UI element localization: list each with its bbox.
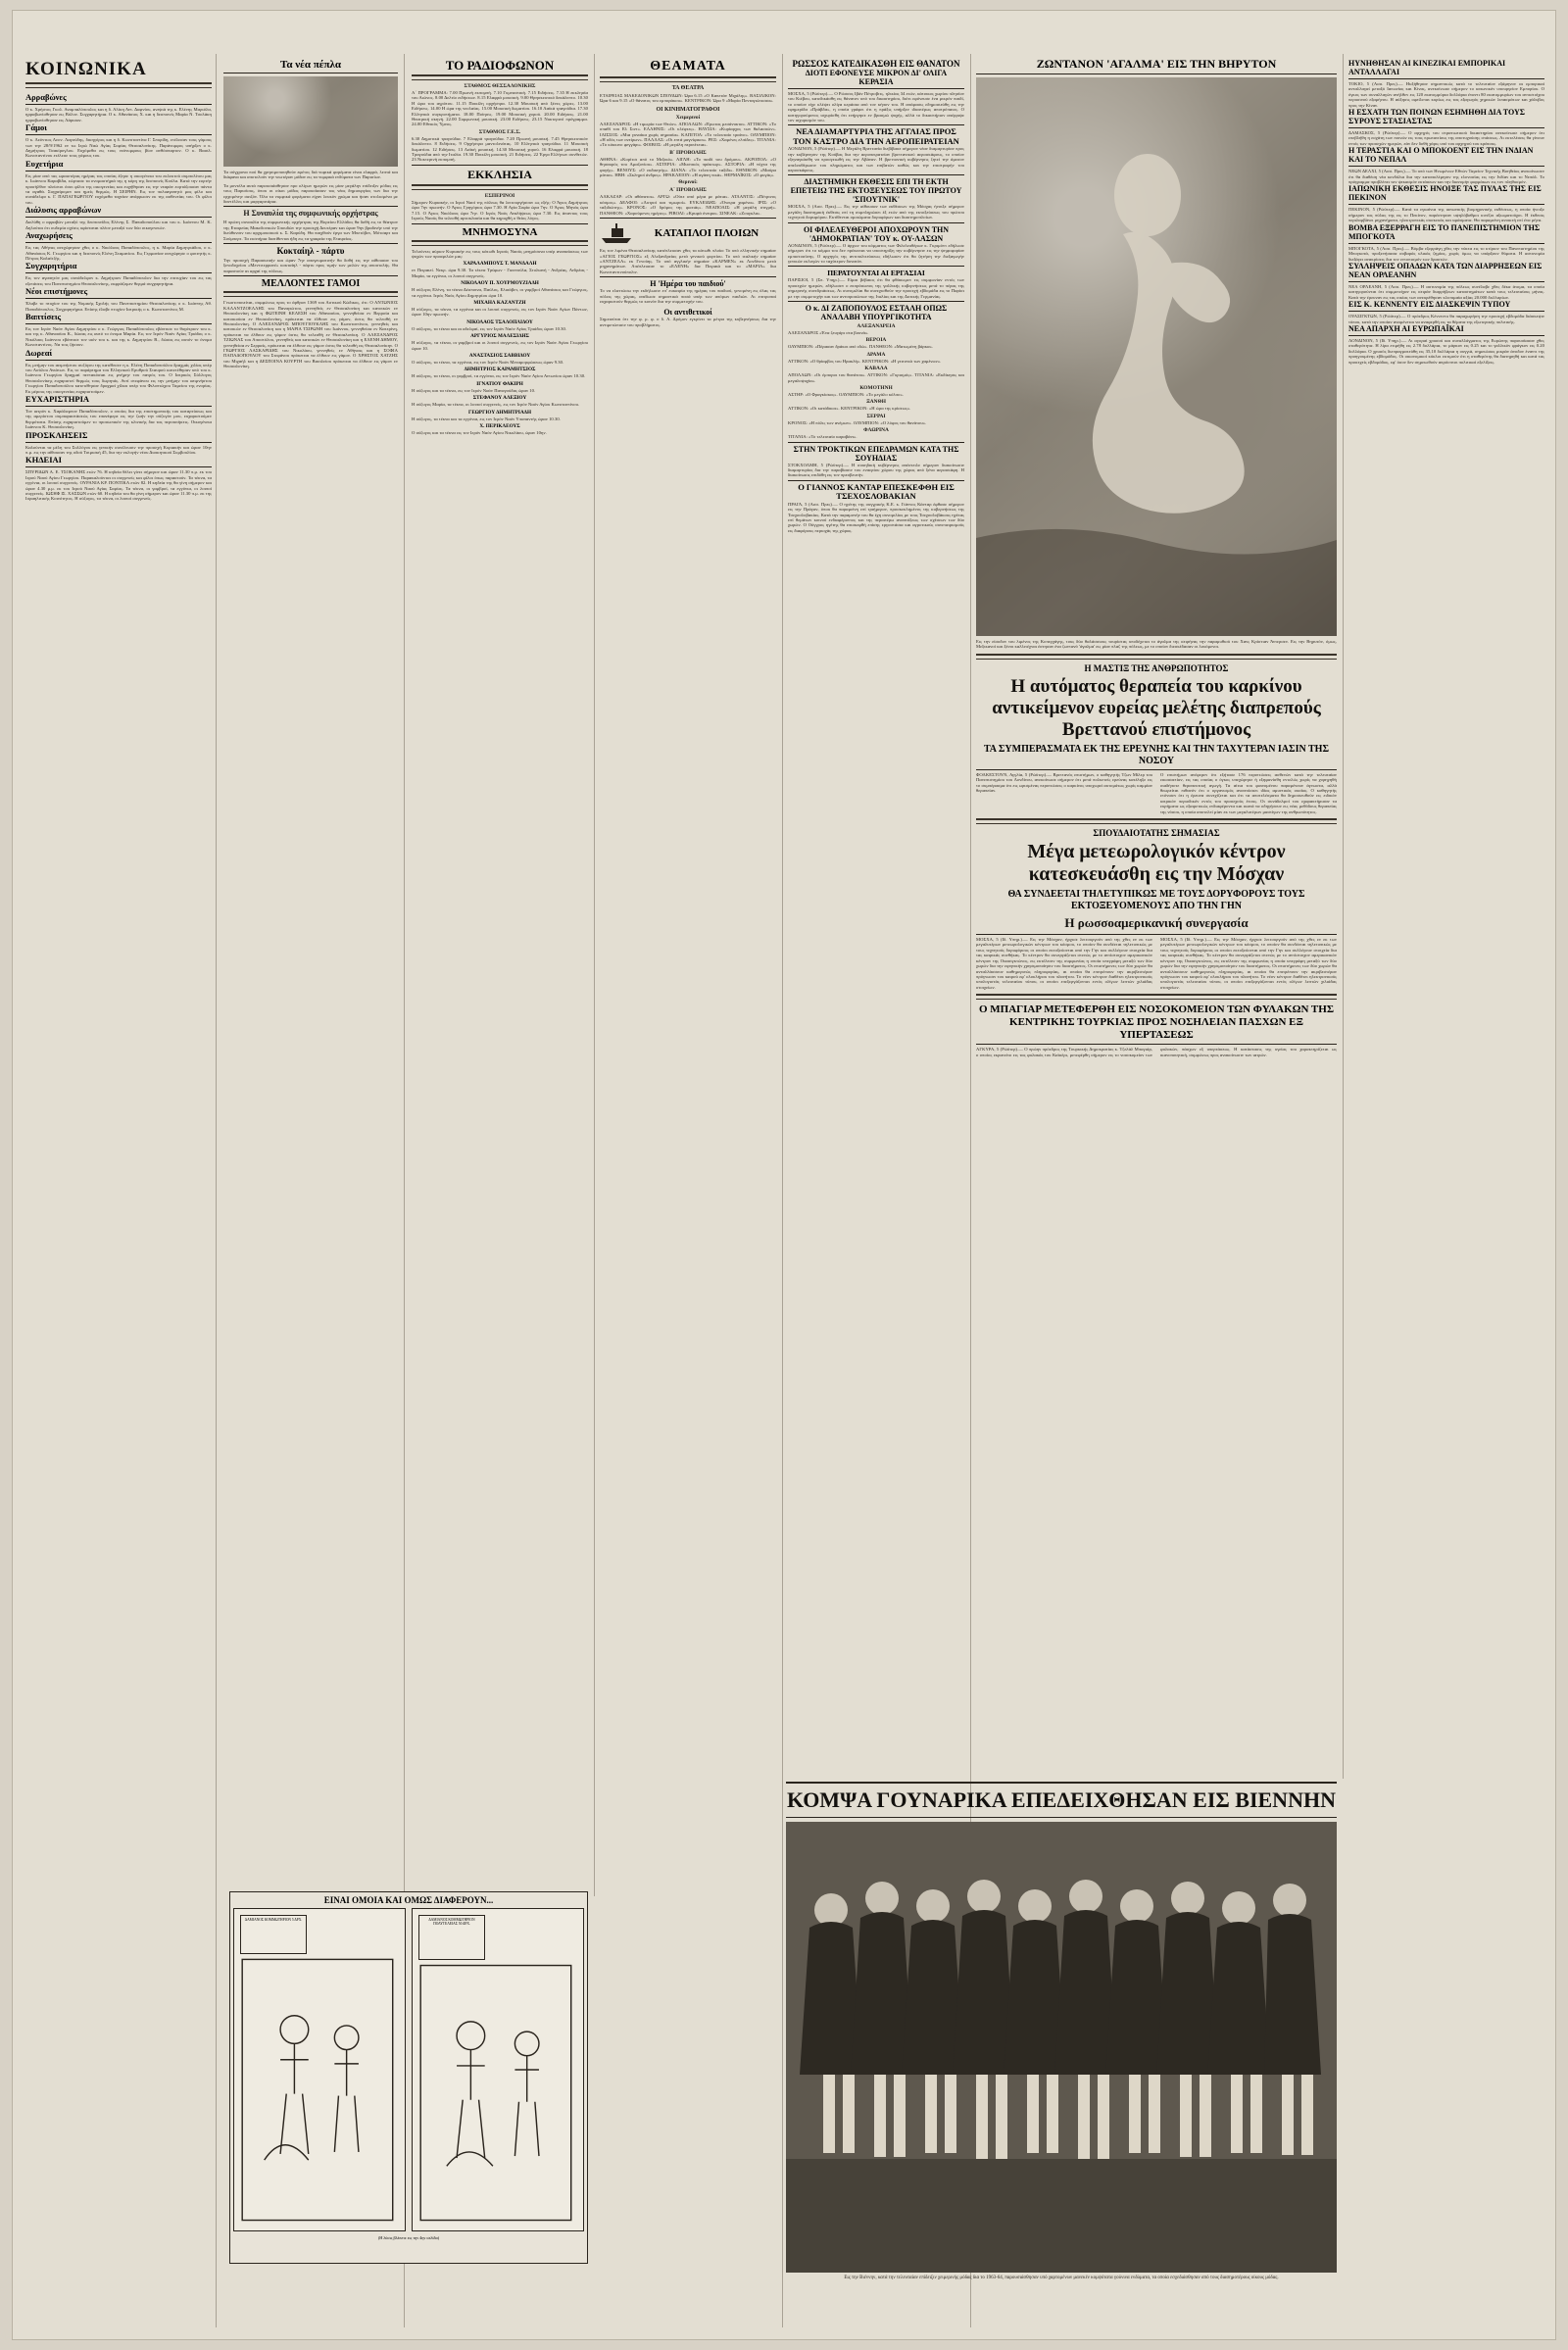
section-heading: Νέοι επιστήμονες [25,286,88,297]
c5-head-talks: ΠΕΡΑΤΟΥΝΤΑΙ ΑΙ ΕΡΓΑΣΙΑΙ [827,269,925,278]
region-name: ΑΛΕΞΑΝΔΡΕΙΑ [857,322,896,329]
section-heading: ΗΥΝΗΘΗΣΑΝ ΑΙ ΚΙΝΕΖΙΚΑΙ ΕΜΠΟΡΙΚΑΙ ΑΝΤΑΛΛΑΓΑΙ [1348,59,1506,76]
memorial-text: Η σύζυγος Μαρία, τα τέκνα, οι λοιποί συγγενείς, εις τον Ιερόν Ναόν Αγίου Κωνσταντίνου. [412,402,580,408]
cinemas-b-label: Β΄ ΠΡΟΒΟΛΗΣ [669,149,707,156]
region-name: ΦΛΩΡΙΝΑ [863,427,889,434]
ship-arrivals-title: ΚΑΤΑΠΛΟΙ ΠΛΟΙΩΝ [654,227,760,240]
c2-head-veils: Τα νέα πέπλα [279,59,342,71]
c5-body-kadar: ΠΡΑΓΑ, 5 (Ασσ. Πρες).— Ο ηγέτης της ουγγρικής Κ.Ε. κ. Γιάννος Κάνταρ έφθασε σήμερον εις την Πράγαν, όπου θα παραμείνη επί τριήμερον, προσκεκλημένος της κυβερνήσεως της Τσεχοσλοβακίας. Κατά την παραμονήν του θα έχη συνομιλίας με τους Τσεχοσλοβάκους ηγέτας επί θεμάτων κοινού ενδιαφέροντος και της περαιτέρω αναπτύξεως των σχέσεων των δύο χωρών. Ο Ούγγρος ηγέτης θα επισκεφθή επίσης εργοστάσια και αγροτικούς συνεταιρισμούς εις διαφόρους περιοχάς της χώρας. [788,501,964,533]
cartoon-frame-1 [233,1908,406,2231]
section-heading: ΣΥΛΛΗΨΕΙΣ ΟΠΑΔΩΝ ΚΑΤΑ ΤΩΝ ΔΙΑΡΡΗΞΕΩΝ ΕΙΣ ΝΕΑΝ ΟΡΛΕΑΝΗΝ [1348,261,1543,279]
cartoon-sign-1: ΔΑΜΙΑΝΟΣ ΚΟΜΜΩΤΗΡΙΟΝ 5 ΔΡΧ. [240,1915,307,1954]
section-heading: ΕΥΧΑΡΙΣΤΗΡΙΑ [25,394,90,404]
column-world-news [788,59,964,533]
c5-head-space-expo: ΔΙΑΣΤΗΜΙΚΗ ΕΚΘΕΣΙΣ ΕΠΙ ΤΗ ΕΚΤΗ ΕΠΕΤΕΙΩ ΤΗΣ ΕΚΤΟΞΕΥΣΕΩΣ ΤΟΥ ΠΡΩΤΟΥ 'ΣΠΟΥΤΝΙΚ' [790,177,962,205]
cinemas-winter-body: ΑΛΕΞΑΝΔΡΟΣ: «Η τιμωρία των Θεών». ΑΠΟΛΛΩΝ: «Έρωτας μεσάνυκτα». ΑΤΤΙΚΟΝ: «Το σπαθί του Ελ Σιντ». ΕΛΛΗΝΙΣ: «Οι κλέφτες». ΗΛΥΣΙΑ: «Κυρίαρχος των θαλασσών». ΙΛΙΣΣΟΣ: «Μια γυναίκα χωρίς σημασία». ΚΑΠΙΤΟΛ: «Το τελευταίο τραίνο». ΟΛΥΜΠΙΟΝ: «Η οδός των ονείρων». ΠΑΛΛΑΣ: «Οι επτά μαγνίφικοι». ΡΕΞ: «Χαμένες ελπίδες». ΤΙΤΑΝΙΑ: «Το κόκκινο φεγγάρι». ΦΟΙΒΟΣ: «Η μεγάλη περιπέτεια». [600,121,776,148]
memorial-name: ΙΓΝΑΤΙΟΥ ΦΑΚΙΡΗ [476,380,523,387]
radio-program-b: 6.30 Δημοτικά τραγούδια. 7 Ελαφρά τραγούδια. 7.20 Πρωινή μουσική. 7.45 Θρησκευτικόν δεκάλεπτο. 8 Ειδήσεις. 9 Ορχήστρα μαντολινάτας. 10 Ελληνικά τραγούδια. 11 Μουσική δωματίου. 12 Ειδήσεις. 13 Λαϊκή μουσική. 14.30 Μουσική χορού. 16 Ελαφρά μουσική. 18 Τραγούδια από την Ιταλία. 19.30 Ποικίλη μουσική. 21 Ειδήσεις. 22 Έργα Ελλήνων συνθετών. 23 Νυκτερινή εκπομπή. [412,135,588,163]
theatres-body: ΕΤΑΙΡΕΙΑΣ ΜΑΚΕΔΟΝΙΚΩΝ ΣΠΟΥΔΩΝ: Ώρα 6.15 «Ο Καπετάν Μιχάλης». ΒΑΣΙΛΙΚΟΝ: Ώρα 6 και 9.15 «Ο θάνατος του εμποράκου». ΚΕΝΤΡΙΚΟΝ: Ώρα 9 «Μαρία Πενταγιώτισσα». [600,93,776,104]
section-heading: Ευχετήρια [25,158,64,169]
cancer-subtitle: ΤΑ ΣΥΜΠΕΡΑΣΜΑΤΑ ΕΚ ΤΗΣ ΕΡΕΥΝΗΣ ΚΑΙ ΤΗΝ ΤΑΧΥΤΕΡΑΝ ΙΑΣΙΝ ΤΗΣ ΝΟΣΟΥ [984,743,1329,766]
section-body: Διελύθη ο αρραβών μεταξύ της δεσποινίδος Ελένης Σ. Παπαδοπούλου και του κ. Ιωάννου Μ. Κ. Δηλούται ότι ουδεμία σχέσις υφίσταται πλέον μεταξύ των δύο οικογενειών. [25,220,212,230]
moscow-banner: ΣΠΟΥΔΑΙΟΤΑΤΗΣ ΣΗΜΑΣΙΑΣ [1093,828,1220,839]
section-heading: Γάμοι [25,122,47,133]
section-heading: ΝΕΑ ΑΠΑΡΧΗ ΑΙ ΕΥΡΩΠΑΪΚΑΙ [1348,323,1464,333]
memorial-name: ΣΤΕΦΑΝΟΥ ΑΛΕΞΙΟΥ [472,395,527,402]
furs-photo [786,1822,1337,2273]
c3-head-radio: ΤΟ ΡΑΔΙΟΦΩΝΟΝ [445,58,555,73]
region-cinemas: ΚΡΟΝΟΣ: «Η πόλις των ανέμων». ΟΛΥΜΠΙΟΝ: «Ο λόφος του θανάτου». [788,419,927,425]
section-body: ΔΑΜΑΣΚΟΣ, 5 (Ρώϋτερ).— Ο αρχηγός του στρατιωτικού δικαστηρίου ανεκοίνωσε σήμερον ότι επεβλήθη η εσχάτη των ποινών εις τους πρωταιτίους της αποτυχούσης στάσεως. Αι εκτελέσεις θα γίνουν εντός των προσεχών ημερών, εάν δεν δοθή χάρις υπό του αρχηγού του κράτους. [1348,130,1544,146]
c5-body-liberals: ΛΟΝΔΙΝΟΝ, 5 (Ρώϋτερ).— Ο άρχων του κόμματος των Φιλελευθέρων κ. Γκριμόντ εδήλωσε σήμερον ότι το κόμμα του δεν πρόκειται να υποστηρίξη την κυβέρνησιν εις την ψηφοφορίαν εμπιστοσύνης. Ο αρχηγός της αντιπολιτεύσεως εδήλωσεν ότι θα ζητήση την διεξαγωγήν γενικών εκλογών το ταχύτερον δυνατόν. [788,242,964,264]
c5-head-sweden: ΣΤΗΝ ΤΡΟΚΤΙΚΩΝ ΕΠΕΔΡΑΜΩΝ ΚΑΤΑ ΤΗΣ ΣΟΥΗΔΙΑΣ [793,444,959,463]
cinemas-b-body: ΑΘΗΝΑ: «Κορίτσι από το Μεξικό». ΑΙΓΛΗ: «Το παιδί του δρόμου». ΑΚΡΟΠΟΛ: «Ο θησαυρός του Αμαζονίου». ΑΣΤΕΡΙΑ: «Μυστικός πράκτωρ». ΑΣΤΟΡΙΑ: «Η νύχτα της φυγής». ΒΕΝΟΥΣ: «Ο εκδικητής». ΔΙΑΝΑ: «Το τελευταίο ταξίδι». ΕΘΝΙΚΟΝ: «Μαύρα μάτια». ΗΒΗ: «Σκληροί άνδρες». ΗΡΑΚΛΕΙΟΝ: «Η αγάπη νικά». ΘΕΡΜΑΪΚΟΣ: «Ο φυγάς». [600,156,776,178]
cartoon-panel [229,1891,588,2264]
cocktail-body: Την προσεχή Παρασκευήν και ώραν 7ην απογευματινήν θα δοθή εις την αίθουσαν του ξενοδοχείου «Μεντιτερρανέ» κοκταίηλ - πάρτυ προς τιμήν των μελών της αποστολής. Θα παραστούν αι αρχαί της πόλεως. [223,258,398,273]
section-heading: Βαπτίσεις [25,311,62,321]
memorial-text: Η σύζυγος, τα τέκνα και τα εγγόνια, εις τον Ιερόν Ναόν Υπαπαντής ώραν 10.30. [412,416,561,421]
cinemas-summer-label: Θερινοί: [678,179,698,186]
memorial-text: Η σύζυγος, τα τέκνα, οι γαμβροί, τα εγγόνια, εις τον Ιερόν Ναόν Αγίου Αντωνίου ώραν 10.30. [412,373,586,379]
marriages-body: Γνωστοποιείται, συμφώνως προς το άρθρον 1369 του Αστικού Κώδικος, ότι: Ο ΑΝΤΩΝΙΟΣ ΚΑΛΑΝΤΖΟΕΛΛΗΣ του Παναγιώτου, γεννηθείς εν Θεσσαλονίκη και κατοικών εν Θεσσαλονίκη και η ΦΩΤΕΙΝΗ ΚΕΛΕΣΗ του Αθανασίου, γεννηθείσα εν Βερροία και κατοικούσα εν Θεσσαλονίκη, πρόκειται να έλθουν εις γάμον, όστις θα τελεσθή εν Θεσσαλονίκη. Ο ΑΛΕΞΑΝΔΡΟΣ ΜΠΟΥΓΙΟΥΚΛΗΣ του Κωνσταντίνου, γεννηθείς και κατοικών εν Θεσσαλονίκη και η ΜΑΡΙΑ ΤΣΙΡΩΝΗ του Ιωάννου, γεννηθείσα εν Κατερίνη, πρόκειται να έλθουν εις γάμον όστις θα τελεσθή εν Θεσσαλονίκη. Ο ΑΛΕΞΑΝΔΡΟΣ ΤΖΙΩΝΑΣ του Αποστόλου, γεννηθείς και κατοικών εν Θεσσαλονίκη και η ΕΛΕΝΗ ΔΗΜΟΥ, γεννηθείσα εν Σερραίς, πρόκειται να έλθουν εις γάμον όστις θα τελεσθή εις Θεσσαλονίκην. Ο ΓΕΩΡΓΙΟΣ ΛΑΣΚΑΡΙΔΗΣ του Νικολάου, γεννηθείς εν Αθήναις και η ΣΟΦΙΑ ΠΑΠΑΔΟΠΟΥΛΟΥ του Στεφάνου πρόκειται να έλθουν εις γάμον. Ο ΧΡΗΣΤΟΣ ΧΑΤΖΗΣ του Μιχαήλ και η ΔΕΣΠΟΙΝΑ ΚΟΥΡΤΗ του Βασιλείου πρόκειται να έλθουν εις γάμον εν Θεσσαλονίκη. [223,300,398,369]
column-briefs [1348,59,1544,365]
region-cinemas: ΑΣΤΗΡ: «Ο Φραγκίσκος». ΟΛΥΜΠΙΟΝ: «Το μεγάλο κόλπο». [788,391,905,397]
section-heading: Συγχαρητήρια [25,261,77,271]
cancer-title: Η αυτόματος θεραπεία του καρκίνου αντικείμενον ευρείας μελέτης διαπρεπούς Βρεττανού επιστήμονος [992,675,1321,740]
section-body: Εις μνήμην του αειμνήστου συζύγου της κατέθεσεν η κ. Ελένη Παπαδοπούλου δραχμάς χιλίας υπέρ του Ασύλου Ανιάτων. Εις το παράρτημα του Ελληνικού Ερυθρού Σταυρού κατετέθησαν υπό του κ. Ιωάννου Γεωργίου δραχμαί πεντακόσιαι εις μνήμην του πατρός του. Ο Ιατρικός Σύλλογος Θεσσαλονίκης ευχαριστεί θερμώς τους δωρητάς. Αντί στεφάνου εις την μνήμην του αειμνήστου Γεωργίου Παπαδοπούλου κατετέθησαν δραχμαί χίλιαι υπέρ του Φιλοπτώχου Ταμείου της ενορίας. Εκ μέρους της οικογενείας ευχαριστούμεν. [25,362,212,394]
ship-icon [600,222,633,244]
c5-head-russian: ΡΩΣΣΟΣ ΚΑΤΕΔΙΚΑΣΘΗ ΕΙΣ ΘΑΝΑΤΟΝ [792,59,960,69]
moscow-subtitle-2: Η ρωσσοαμερικανική συνεργασία [1064,915,1249,931]
church-body: Σήμερον Κυριακήν, οι Ιεροί Ναοί της πόλεως θα λειτουργήσουν ως εξής: Ο Άγιος Δημήτριος ώρα 7ην πρωινήν. Ο Άγιος Γρηγόριος ώρα 7.30. Η Αγία Σοφία ώρα 7ην. Ο Άγιος Μηνάς ώρα 7.15. Ο Άγιος Νικόλαος ώρα 7ην. Ο Ιερός Ναός Αναλήψεως ώρα 7.30. Εις άπαντας τους Ιερούς Ναούς θα τελεσθή αρτοκλασία και θα κηρυχθή ο θείος λόγος. [412,199,588,221]
bayar-title: Ο ΜΠΑΓΙΑΡ ΜΕΤΕΦΕΡΘΗ ΕΙΣ ΝΟΣΟΚΟΜΕΙΟΝ ΤΩΝ ΦΥΛΑΚΩΝ ΤΗΣ ΚΕΝΤΡΙΚΗΣ ΤΟΥΡΚΙΑΣ ΠΡΟΣ ΝΟΣΗΛΕΙΑΝ ΠΑΣΧΩΝ ΕΞ ΥΠΕΡΤΑΣΕΩΣ [978,1004,1335,1042]
brief-list [1348,59,1544,365]
beirut-statue-title: ΖΩΝΤΑΝΟΝ 'ΑΓΑΛΜΑ' ΕΙΣ ΤΗΝ ΒΗΡΥΤΟΝ [1036,57,1277,71]
cancer-banner: Η ΜΑΣΤΙΞ ΤΗΣ ΑΝΘΡΩΠΟΤΗΤΟΣ [1084,662,1229,673]
section-heading: Αρραβώνες [25,92,67,102]
furs-caption: Εις την Βιέννην, κατά την τελευταίαν επίδειξιν χειμερινής μόδας δια το 1963-64, παρουσιάσθησαν υπό χαρτομένων μανεκέν κομψότατα γούνινα ενδύματα, τα οποία εσχεδιάσθησαν από τους διασημοτέρους οίκους μόδας. [844,2276,1279,2280]
memorial-text: Η σύζυγος Ελένη, τα τέκνα Δέσποινα, Παύλος, Ελισάβετ, οι γαμβροί Αθανάσιος και Γεώργιος, τα εγγόνια. Ιερός Ναός Αγίου Δημητρίου ώρα 10. [412,287,588,298]
memorial-name: ΑΝΑΣΤΑΣΙΟΣ ΣΑΒΒΙΔΟΥ [468,352,531,359]
section-body: Καλούνται τα μέλη του Συλλόγου εις γενικήν συνέλευσιν την προσεχή Κυριακήν και ώραν 10ην π.μ. εις την αίθουσαν της οδού Τσιμισκή 45, δια την εκλογήν νέου Διοικητικού Συμβουλίου. [25,444,212,456]
section-body: ΣΠΥΡΙΔΩΝ Α. Ε. ΤΣΟΚΑΝΗΣ ετών 76. Η κηδεία θέλει γίνει σήμερον και ώραν 11.30 π.μ. εκ του Ιερού Ναού Αγίου Γεωργίου. Παρακαλούνται οι συγγενείς και φίλοι όπως παραστούν. Τα τέκνα, τα εγγόνια, οι λοιποί συγγενείς. ΟΥΡΑΝΙΑ ΚΡ. ΠΟΝΤΙΚΑ ετών 82. Η κηδεία της θα γίνη σήμερον και ώραν 4.30 μ.μ. εκ του Ιερού Ναού Αγίας Σοφίας. Τα τέκνα, οι γαμβροί, τα εγγόνια, οι λοιποί συγγενείς. ΙΩΣΗΦ ΙΣ. ΧΑΣΣΩΝ ετών 60. Η κηδεία του θα γίνη σήμερον και ώραν 11.30 π.μ. εκ της Ισραηλιτικής Κοινότητος. Η σύζυγος, τα τέκνα, οι λοιποί συγγενείς. [25,469,212,502]
region-name: ΚΟΜΟΤΗΝΗ [859,384,893,391]
social-sections [25,92,212,502]
bayar-body: ΑΓΚΥΡΑ, 5 (Ρώϋτερ).— Ο πρώην πρόεδρος της Τουρκικής Δημοκρατίας κ. Τζελάλ Μπαγιάρ, ο οποίος εκρατείτο εις τας φυλακάς του Καϊσέρι, μετεφέρθη σήμερον εις το νοσοκομείον των φυλακών, πάσχων εξ υπερτάσεως. Η κατάστασις της υγείας του χαρακτηρίζεται ως ικανοποιητική, συμφώνως προς ανακοίνωσιν των ιατρών. [976,1047,1337,1057]
cancer-dateline: ΦΟΛΚΕΣΤΟΥΝ, Αγγλία, 5 (Ρώϋτερ).— Βρεττανός επιστήμων, ο καθηγητής Τζων Μίλερ του Πανεπιστημίου του Λονδίνου, ανεκοίνωσε σήμερον ότι μετά πολυετείς ερεύνας κατέληξε εις το συμπέρασμα ότι εις ωρισμένας περιπτώσεις ο καρκίνος υποχωρεί αυτομάτως χωρίς καμμίαν θεραπείαν. [976,771,1152,794]
section-body: Εις μίαν από τας ωραιοτέρας ημέρας τας οποίας έζησε η οικογένεια του εκλεκτού συμπολίτου μας κ. Ιωάννου Καραβίδα, εώρτασε τα ονομαστήριά της η κόρη της δεσποινίς Κούλα. Κατά την εορτήν προσήλθον πλείστοι όσοι φίλοι της οικογενείας και ευχήθησαν εις την νεαράν εορτάζουσαν πάντα τα αγαθά. Συγχαίρομεν και ημείς θερμώς. Η ΣΕΙΡΗΝ. Εις τον πολυαγαπητό μας φίλο και συνάδελφο κ. Γ. ΠΑΠΑΓΕΩΡΓΙΟΥ ευχόμεθα ταχείαν ανάρρωσιν εκ της ασθενείας του. Οι φίλοι του. [25,172,212,205]
radio-station-thessaloniki: ΣΤΑΘΜΟΣ ΘΕΣΣΑΛΟΝΙΚΗΣ [464,83,536,89]
section-heading: Δωρεαί [25,347,53,358]
cartoon-frame-2 [412,1908,584,2231]
section-body: ΤΟΚΙΟ, 5 (Ασσ. Πρες).— Ηυξήθησαν σημαντικώς κατά το τελευταίον εξάμηνον αι εμπορικαί ανταλλαγαί μεταξύ Ιαπωνίας και Κίνας, ανεκοίνωσε σήμερον το ιαπωνικόν υπουργείον Εμπορίου. Ο όγκος των συναλλαγών ανήλθεν εις 120 εκατομμύρια δολλάρια έναντι 80 εκατομμυρίων του αντιστοίχου περυσινού εξαμήνου. Η αύξησις οφείλεται κυρίως εις τας εξαγωγάς χημικών λιπασμάτων και χάλυβος προς την Κίναν. [1348,81,1544,108]
memorial-name: ΝΙΚΟΛΑΟΣ ΤΣΑΛΟΠΛΙΔΟΥ [466,318,533,325]
cartoon-footer: (Η λύσις βλέπετε εις την 4ην σελίδα) [377,2235,440,2240]
c5-body-protest: ΛΟΝΔΙΝΟΝ, 5 (Ρώϋτερ).— Η Μεγάλη Βρεττανία διεβίβασε σήμερον νέαν διαμαρτυρίαν προς την κυβέρνησιν της Κούβας δια την αεροπειρατείαν βρεττανικού αεροσκάφους, το οποίον εξηναγκάσθη να προσγειωθή εις την Αβάναν. Η βρεττανική κυβέρνησις ζητεί την άμεσον απελευθέρωσιν του πληρώματος και των επιβατών καθώς και την επιστροφήν του αεροσκάφους. [788,146,964,173]
region-name: ΔΡΑΜΑ [866,351,886,358]
cancer-body: Ο επιστήμων ανέφερεν ότι εξήτασε 176 περιπτώσεις ασθενών κατά την τελευταίαν εικοσαετίαν, εις τας οποίας ο όγκος υπεχώρησε ή εξηφανίσθη εντελώς χωρίς να χορηγηθή οιαδήποτε θεραπευτική αγωγή. Τα αίτια του φαινομένου παραμένουν άγνωστα, αλλά θεωρείται πιθανόν ότι ο οργανισμός αναπτύσσει ιδίας αμυντικάς ουσίας. Ο καθηγητής ετόνισεν ότι η έρευνα συνεχίζεται και ότι τα αποτελέσματα θα δημοσιευθούν εις ειδικόν ιατρικόν περιοδικόν εντός του προσεχούς έτους. Οι συνάδελφοί του εχαρακτήρισαν τα ευρήματα ως εξαιρετικώς ενδιαφέροντα και ικανά να οδηγήσουν εις νέας μεθόδους θεραπείας της νόσου, η οποία αποτελεί μίαν εκ των μεγαλυτέρων μαστίγων της ανθρωπότητος. [1160,771,1337,814]
region-cinemas: ΟΛΥΜΠΙΟΝ: «Πέρασαν δράκοι από εδώ». ΠΑΝΘΕΟΝ: «Ματωμένη βάρκα». [788,344,934,350]
c2-head-marriages: ΜΕΛΛΟΝΤΕΣ ΓΑΜΟΙ [261,278,361,290]
section-body: Ο κ. Λεόντιος Λεον. Λαγούδης, δικηγόρος και η δ. Κωνσταντίνα Γ. Σπυρίδη, ετέλεσαν τους γάμους των την 28/9/1962 εν τω Ιερώ Ναώ Αγίας Σοφίας Θεσσαλονίκης. Παράνυμφος υπήρξεν ο κ. Δημήτριος Τσακίρογλου. Ευχόμεθα εις τους νεόνυμφους βίον ανθόσπαρτον. Ο κ. Βασιλ. Κωνσταντίνου ετέλεσε τους γάμους του. [25,137,212,159]
opposition-body: Σημειούται ότι την φ. μ. φ. ο δ. Α. Δρόμον εγκρίνει τα μέτρα της κυβερνήσεως δια την αντιμετώπισιν του προβλήματος. [600,317,776,327]
furs-feature [786,1782,1337,2281]
c5-head-russian-sub: ΔΙΟΤΙ ΕΦΟΝΕΥΣΕ ΜΙΚΡΟΝ ΔΙ' ΟΛΙΓΑ ΚΕΡΑΣΙΑ [805,69,948,86]
column-features [976,57,1337,1057]
moscow-title: Μέγα μετεωρολογικόν κέντρον κατεσκευάσθη εις την Μόσχαν [1027,841,1286,886]
section-body: Εις τας Αθήνας ανεχώρησαν χθες ο κ. Νικόλαος Παπαδόπουλος, η κ. Μαρία Δημητριάδου, ο κ. Αθανάσιος Κ. Γεωργίου και η δεσποινίς Ελένη Σταματίου. Εις Γερμανίαν ανεχώρησε ο φοιτητής κ. Πέτρος Καλαϊτζής. [25,245,212,261]
c5-head-liberals: ΟΙ ΦΙΛΕΛΕΥΘΕΡΟΙ ΑΠΟΧΩΡΟΥΝ ΤΗΝ 'ΔΗΜΟΚΡΑΤΙΑΝ' ΤΟΥ κ. ΟΥ-ΛΑΣΩΝ [803,224,950,243]
section-heading: ΙΑΠΩΝΙΚΗ ΕΚΘΕΣΙΣ ΗΝΟΙΞΕ ΤΑΣ ΠΥΛΑΣ ΤΗΣ ΕΙΣ ΠΕΚΙΝΟΝ [1348,184,1542,203]
region-cinemas: ΑΤΤΙΚΟΝ: «Οι κατάδικοι». ΚΕΝΤΡΙΚΟΝ: «Η ώρα της κρίσεως». [788,406,911,412]
c5-head-protest: ΝΕΑ ΔΙΑΜΑΡΤΥΡΙΑ ΤΗΣ ΑΓΓΛΙΑΣ ΠΡΟΣ ΤΟΝ ΚΑΣΤΡΟ ΔΙΑ ΤΗΝ ΑΕΡΟΠΕΙΡΑΤΕΙΑΝ [793,126,959,146]
radio-program-a: Α΄ ΠΡΟΓΡΑΜΜΑ: 7.00 Πρωινή εκπομπή. 7.10 Γυμναστική. 7.15 Ειδήσεις. 7.35 Η εκκλησία του Αιώνος. 8.00 Δελτίο ειδήσεων. 8.15 Ελαφρά μουσική. 9.00 Θρησκευτικό δεκάλεπτο. 10.30 Η ώρα του αγρότου. 11.15 Ποικίλη ορχήστρα. 12.30 Μουσική από ξένες χώρες. 13.00 Ειδήσεις. 14.00 Η ώρα της νεολαίας. 15.00 Μουσική δωματίου. 16.10 Λαϊκά τραγούδια. 17.30 Ελληνικά συγκροτήματα. 18.00 Ποίησις. 19.00 Μουσική χορού. 20.00 Ειδήσεις. 21.00 Θεατρική σκηνή. 22.00 Συμφωνική μουσική. 23.00 Ειδήσεις. 23.15 Νυκτερινό πρόγραμμα. 24.00 Εθνικός Ύμνος. [412,90,588,127]
section-body: Ο κ. Χρήστος Γκολ. Αναμπαλόπουλος και η δ. Αλίκη Αντ. Δαφνίου, ανεψιά της κ. Ελένης Μαριόλα, ηρραβωνίσθησαν εις Βόλον. Συγχαρητήρια. Ο κ. Αθανάσιος Χ. και η δεσποινίς Μαρία Ν. Τσολάκη ηρραβωνίσθησαν εις Λάρισαν. [25,107,212,122]
column-social [25,59,212,502]
c5-head-minister: Ο κ. ΔΙ ΖΑΠΟΠΟΥΛΟΣ ΕΣΤΑΛΗ ΟΠΩΣ ΑΝΑΛΑΒΗ ΥΠΟΥΡΓΙΚΟΤΗΤΑ [805,303,948,321]
opposition-title: Οι αντιθετικοί [663,308,712,318]
c5-body-russian: ΜΟΣΧΑ, 5 (Ρώϋτερ).— Ο Ρώσσος Ιβάν Πέτροβιτς, ηλικίας 34 ετών, κάτοικος χωρίου πλησίον του Κιέβου, κατεδικάσθη εις θάνατον υπό του δικαστηρίου, διότι εφόνευσε ένα μικρόν παιδί, το οποίον είχε κλέψει ολίγα κεράσια από τον κήπον του. Η απόφασις εδημοσιεύθη εις την εφημερίδα «Πράβδα», η οποία γράφει ότι η πράξις υπήρξεν ιδιαιτέρως αποτρόπαιος. Ο κατηγορούμενος ισχυρίσθη ότι ενήργησε εν βρασμώ ψυχής, αλλά το δικαστήριον απέρριψε τον ισχυρισμόν του. [788,91,964,123]
section-body: ΜΠΟΓΚΟΤΑ, 5 (Ασσ. Πρες).— Βόμβα εξερράγη χθες την νύκτα εις το κτίριον του Πανεπιστημίου της Μπογκοτά, προξενήσασα σοβαράς υλικάς ζημίας, χωρίς όμως να υπάρξουν θύματα. Η αστυνομία διεξάγει ανακρίσεις δια τον εντοπισμόν των δραστών. [1348,245,1544,262]
veil-caption: Τα σύγχρονα πού θα χρησιμοποιηθούν εφέτος διά νυφικά φορέματα είναι ελαφρά, λεπτά και διάφανα και αποτελούν την νεωτέραν μόδαν εις τα νυμφικά ενδύματα των Παρισίων. [223,170,398,180]
region-name: ΣΕΡΡΑΙ [866,413,886,419]
column-shows [600,59,776,327]
memorial-text: Η σύζυγος και τα τέκνα, εις τον Ιερόν Ναόν Παναγούδας ώραν 10. [412,387,536,393]
section-body: Εις τον Ιερόν Ναόν Αγίου Δημητρίου ο κ. Γεώργιος Παπαδόπουλος εβάπτισε το θυγάτριον του κ. και της κ. Αθανασίου Κ., δώσας εις αυτό το όνομα Μαρία. Εις τον Ιερόν Ναόν Αγίας Τριάδος ο κ. Νικόλαος Ιωάννου εβάπτισε τον υιόν του κ. και της κ. Δημητρίου Β., δώσας εις αυτόν το όνομα Κωνσταντίνος. Να τοις ζήσουν. [25,325,212,348]
newspaper-sheet [12,10,1556,2340]
section-heading: ΒΟΜΒΑ ΕΞΕΡΡΑΓΗ ΕΙΣ ΤΟ ΠΑΝΕΠΙΣΤΗΜΙΟΝ ΤΗΣ ΜΠΟΓΚΟΤΑ [1348,222,1541,241]
c3-head-church: ΕΚΚΛΗΣΙΑ [467,167,532,181]
section-body: Τον ιατρόν κ. Χαράλαμπον Παπαδόπουλον, ο οποίος δια της επιστημονικής του καταρτίσεως και της αμερίστου συμπαραστάσεώς του επανέφερε εις την ζωήν την σύζυγόν μου, ευχαριστούμεν θερμότατα. Επίσης ευχαριστούμεν το προσωπικόν της κλινικής δια τας περιποιήσεις. Οικογένεια Ιωάννου Κ. Θεσσαλονίκη. [25,409,212,430]
section-heading: Αναχωρήσεις [25,230,73,241]
childrens-day-title: Η 'Ημέρα του παιδιού' [650,279,726,289]
beirut-statue-photo [976,77,1337,636]
section-body: ΛΟΝΔΙΝΟΝ, 5 (Ιδ. Υπηρ.).— Αι αγοραί χρυσού και συναλλάγματος της Ευρώπης παρουσίασαν χθες σταθερότητα. Η λίρα ετιμήθη εις 2.78 δολλάρια, το μάρκον εις 0.25 και το γαλλικόν φράγκον εις 0.20 δολλάρια. Ο χρυσός διεπραγματεύθη εις 35,10 δολλάρια η ουγγιά, σημειώσας μικράν άνοδον έναντι της προηγουμένης εβδομάδος. Οι οικονομικοί κύκλοι εκτιμούν ότι η σταθερότης θα διατηρηθή και κατά τας προσεχείς εβδομάδας, εφ' όσον δεν σημειωθούν απρόοπτοι πολιτικαί εξελίξεις. [1348,337,1544,365]
region-cinemas: ΑΛΕΞΑΝΔΡΟΣ «Ένα ζευγάρι στα βουνά». [788,329,869,335]
region-name: ΞΑΝΘΗ [866,399,886,406]
memorial-text: Ο σύζυγος, τα τέκνα, τα εγγόνια, εις τον Ιερόν Ναόν Μεταμορφώσεως ώραν 9.30. [412,359,564,365]
moscow-body: ΜΟΣΧΑ, 5 (Ιδ. Υπηρ.).— Εις την Μόσχαν, ήρχισε λειτουργούν από της χθες εν εκ των μεγαλυτέρων μετεωρολογικών κέντρων του κόσμου, το οποίον θα συνδέεται τηλετυπικώς με τους τεχνητούς δορυφόρους οι οποίοι εκτοξεύονται από την Γην και συλλέγουν στοιχεία δια τας καιρικάς συνθήκας. Το κέντρον θα συνεργάζεται στενώς με το αντίστοιχον αμερικανικόν κέντρον της Ουασιγκτώνος, εις εκτέλεσιν της συμφωνίας η οποία υπεγράφη μεταξύ των δύο χωρών δια την ειρηνικήν χρησιμοποίησιν του διαστήματος. Οι επιστήμονες των δύο χωρών θα ανταλλάσσουν καθημερινώς πληροφορίας, αι οποίαι θα επιτρέπουν την ακριβεστέραν πρόγνωσιν του καιρού εφ' ολοκλήρου του πλανήτου. Το νέον κέντρον διαθέτει ηλεκτρονικούς υπολογιστάς τελευταίου τύπου, οι οποίοι επεξεργάζονται εντός ολίγων λεπτών χιλιάδας στοιχείων. [976,937,1152,990]
c5-body-space-expo: ΜΟΣΧΑ, 5 (Ασσ. Πρες).— Εις την αίθουσαν των εκθέσεων της Μόσχας ήνοιξε σήμερον μεγάλη διαστημική έκθεσις επί τη συμπληρώσει έξ ετών από της εκτοξεύσεως του πρώτου τεχνητού δορυφόρου. Εκτίθενται ομοιώματα δορυφόρων και διαστημοπλοίων. [788,204,964,220]
section-body: ΝΕΩΝ ΔΕΛΧΙ, 5 (Ασσ. Πρες).— Το υπό των Ηνωμένων Εθνών Ταμείον Τεχνικής Βοηθείας ανεκοίνωσεν ότι θα διαθέση νέα κονδύλια δια την καταπολέμησιν της ελονοσίας εις την Ινδίαν και το Νεπάλ. Το πρόγραμμα προβλέπει τον ψεκασμόν εκτάσεων και την διανομήν φαρμάκων εις τον πληθυσμόν. [1348,169,1544,185]
c3-head-memorials: ΜΝΗΜΟΣΥΝΑ [462,225,538,238]
memorial-name: ΧΑΡΑΛΑΜΠΟΥΣ Τ. ΜΑΝΔΑΛΗ [463,261,537,268]
section-heading: ΕΙΣ Κ. ΚΕΝΝΕΝΤΥ ΕΙΣ ΔΙΑΣΚΕΨΙΝ ΤΥΠΟΥ [1348,300,1511,310]
column-radio-church [412,59,588,435]
regional-cinema-list [788,323,964,440]
vespers-label: ΕΣΠΕΡΙΝΟΙ [484,192,515,199]
furs-title: ΚΟΜΨΑ ΓΟΥΝΑΡΙΚΑ ΕΠΕΔΕΙΧΘΗΣΑΝ ΕΙΣ ΒΙΕΝΝΗΝ [786,1782,1337,1818]
column-fashion-church [223,59,398,369]
memorial-text: Ο σύζυγος και τα τέκνα εις τον Ιερόν Ναόν Αγίου Νικολάου, ώραν 10ην. [412,430,547,435]
c5-head-kadar: Ο ΓΙΑΝΝΟΣ ΚΑΝΤΑΡ ΕΠΕΣΚΕΦΘΗ ΕΙΣ ΤΣΕΧΟΣΛΟΒΑΚΙΑΝ [798,481,955,502]
section-heading: Διάλυσις αρραβώνων [25,205,102,216]
c5-body-sweden: ΣΤΟΚΧΟΛΜΗ, 5 (Ρώϋτερ).— Η σουηδική κυβέρνησις απέστειλε σήμερον διακοίνωσιν διαμαρτυρίας δια την παραβίασιν του εναερίου χώρου της χώρας από ξένα αεροσκάφη. Η διακοίνωσις επιδόθη εις τον πρεσβευτήν. [788,462,964,478]
c2-head-cocktail: Κοκταίηλ - πάρτυ [276,246,345,257]
childrens-day-body: Το να ελαττώσω την εκδήλωσιν επ' ευκαιρία της ημέρας του παιδιού, γενομένη εις όλας τας πόλεις της χώρας, απέδωσε σημαντικά ποσά υπέρ των απόρων παιδιών. Αι επιτροπαί ευχαριστούν θερμώς το κοινόν δια την συμμετοχήν του. [600,288,776,304]
cinemas-label: ΟΙ ΚΙΝΗΜΑΤΟΓΡΑΦΟΙ [656,106,720,113]
beirut-statue-caption: Εις την είσοδον του λιμένος της Κοπεγχάγης, τους δύο θαλάσσιους τουρίστας υποδέχεται το άγαλμα της σειρήνας την παραμυθιού του Χανς Κρίστιαν Άντερσεν. Εις την Βηρυτόν, όμως, Μεξικανοί και ξένοι καλλιτέχναι έστησαν ένα ζωντανό 'άγαλμα' εις μίαν πλαζ της πόλεως, με το οποίον διεσκέδασαν οι λουόμενοι. [976,639,1337,650]
moscow-body-cont: ΜΟΣΧΑ, 5 (Ιδ. Υπηρ.).— Εις την Μόσχαν, ήρχισε λειτουργούν από της χθες εν εκ των μεγαλυτέρων μετεωρολογικών κέντρων του κόσμου, το οποίον θα συνδέεται τηλετυπικώς με τους τεχνητούς δορυφόρους οι οποίοι εκτοξεύονται από την Γην και συλλέγουν στοιχεία δια τας καιρικάς συνθήκας. Το κέντρον θα συνεργάζεται στενώς με το αντίστοιχον αμερικανικόν κέντρον της Ουασιγκτώνος, εις εκτέλεσιν της συμφωνίας η οποία υπεγράφη μεταξύ των δύο χωρών δια την ειρηνικήν χρησιμοποίησιν του διαστήματος. Οι επιστήμονες των δύο χωρών θα ανταλλάσσουν καθημερινώς πληροφορίας, αι οποίαι θα επιτρέπουν την ακριβεστέραν πρόγνωσιν του καιρού εφ' ολοκλήρου του πλανήτου. Το νέον κέντρον διαθέτει ηλεκτρονικούς υπολογιστάς τελευταίου τύπου, οι οποίοι επεξεργάζονται εντός ολίγων λεπτών χιλιάδας στοιχείων. [1160,937,1337,990]
moscow-subtitle: ΘΑ ΣΥΝΔΕΕΤΑΙ ΤΗΛΕΤΥΠΙΚΩΣ ΜΕ ΤΟΥΣ ΔΟΡΥΦΟΡΟΥΣ ΤΟΥΣ ΕΚΤΟΞΕΥΟΜΕΝΟΥΣ ΑΠΟ ΤΗΝ ΓΗΝ [1007,889,1305,912]
section-body: Έλαβε το πτυχίον του της Νομικής Σχολής του Πανεπιστημίου Θεσσαλονίκης ο κ. Ιωάννης Αθ. Παπαδόπουλος. Συγχαρητήρια. Επίσης έλαβε πτυχίον Ιατρικής ο κ. Κωνσταντίνος Μ. [25,301,212,312]
memorial-name: Χ. ΠΕΡΙΚΛΕΟΥΣ [479,423,520,429]
section-heading: Η ΤΕΡΑΣΤΙΑ ΚΑΙ Ο ΜΠΟΚΟΕΝΤ ΕΙΣ ΤΗΝ ΙΝΔΙΑΝ ΚΑΙ ΤΟ ΝΕΠΑΛ [1348,146,1534,165]
region-cinemas: ΑΠΟΛΛΩΝ: «Οι έμποροι του θανάτου». ΑΤΤΙΚΟΝ: «Γυρισμός». ΤΙΤΑΝΙΑ: «Εκδίκησις και μεγαλοψυχία». [788,372,964,383]
memorial-text: Η σύζυγος, τα τέκνα, τα εγγόνια και οι λοιποί συγγενείς, εις τον Ιερόν Ναόν Αγίων Πάντων, ώραν 10ην πρωινήν. [412,306,588,318]
veil-body: Τα μοντέλα αυτά παρουσιάσθησαν προ ολίγων ημερών εις μίαν μεγάλην επίδειξιν μόδας εις τους Παρισίους, όπου οι οίκοι μόδας παρουσίασαν τας νέας δημιουργίας των δια την ερχομένην σαιζόν. Όλα τα νυμφικά φορέματα είχαν λευκόν χρώμα και ήσαν στολισμένα με δαντέλλες και μαργαριτάρια. [223,182,398,205]
memorial-text: εν Πειραιεί. Νεκρ. ώρα 9.30. Τα τέκνα Τρύφων - Γιαννούλα, Στυλιανή - Ανδρέας, Ανδρέας - Μαρία, τα εγγόνια, οι λοιποί συγγενείς. [412,268,588,278]
memorial-list [412,261,588,435]
c5-body-talks: ΠΑΡΙΣΙΟΙ, 5 (Σπ. Υπηρ.).— Είμαι βέβαιος ότι θα φθάσωμεν εις συμφωνίαν εντός των προσεχών ημερών, εδήλωσεν ο εκπρόσωπος της γαλλικής κυβερνήσεως μετά το πέρας της σημερινής συνεδριάσεως. Αι συνομιλίαι θα συνεχισθούν την προσεχή εβδομάδα εις το Παρίσι με την συμμετοχήν και των αντιπροσώπων της Ιταλίας και της Δυτικής Γερμανίας. [788,277,964,299]
cinemas-summer-a-label: Α΄ ΠΡΟΒΟΛΗΣ [669,187,707,194]
cartoon-sign-2: ΔΑΜΙΑΝΟΣ ΚΟΜΜΩΤΗΡΙΟΝ ΠΟΛΥΤΕΛΕΙΑΣ 50 ΔΡΧ. [418,1915,485,1960]
section-heading: ΠΡΟΣΚΛΗΣΕΙΣ [25,429,88,440]
masthead-social: ΚΟΙΝΩΝΙΚΑ [25,59,147,79]
ship-arrivals-body: Εις τον λιμένα Θεσσαλονίκης κατέπλευσαν χθες τα κάτωθι πλοία: Το υπό ελληνικήν σημαίαν «ΑΓΙΟΣ ΓΕΩΡΓΙΟΣ» εξ Αλεξανδρείας μετά γενικού φορτίου. Το υπό ιταλικήν σημαίαν «ΑΝΤΖΕΛΑ» εκ Γενούης. Το υπό αγγλικήν σημαίαν «ΚΑΡΜΕΝ» εκ Λονδίνου μετά μηχανημάτων. Απέπλευσαν το «ΕΛΕΝΗ» δια Πειραιά και το «ΜΑΡΙΑ» δια Κωνσταντινούπολιν. [600,248,776,274]
section-body: ΟΥΑΣΙΓΚΤΩΝ, 5 (Ρώϋτερ).— Ο πρόεδρος Κέννεντυ θα παραχωρήση την προσεχή εβδομάδα διάσκεψιν τύπου, κατά την οποίαν αναμένεται να αναφερθή εις τα θέματα της εξωτερικής πολιτικής. [1348,314,1544,324]
cartoon-title: ΕΙΝΑΙ ΟΜΟΙΑ ΚΑΙ ΟΜΩΣ ΔΙΑΦΕΡΟΥΝ... [323,1895,494,1905]
memorial-name: ΓΕΩΡΓΙΟΥ ΔΗΜΗΤΡΙΑΔΗ [468,409,531,416]
section-heading: ΚΗΔΕΙΑΙ [25,455,62,465]
region-cinemas: ΑΤΤΙΚΟΝ: «Ο θρίαμβος του Ηρακλή». ΚΕΝΤΡΙΚΟΝ: «Η γειτονιά των χαμένων». [788,358,942,364]
section-body: ΠΕΚΙΝΟΝ, 5 (Ρώϋτερ).— Κατά τα εγκαίνια της ιαπωνικής βιομηχανικής εκθέσεως, η οποία ήνοιξε σήμερον τας πύλας της εις το Πεκίνον, παρέστησαν υψηλόβαθμοι κινέζοι αξιωματούχοι. Η έκθεσις περιλαμβάνει μηχανήματα, ηλεκτρονικάς συσκευάς και υφάσματα. Θα παραμείνη ανοικτή επί ένα μήνα. [1348,207,1544,223]
section-body: ΝΕΑ ΟΡΛΕΑΝΗ, 5 (Ασσ. Πρες).— Η αστυνομία της πόλεως συνέλαβε χθες δέκα άτομα, τα οποία κατηγορούνται ότι συμμετείχαν εις σειράν διαρρήξεων καταστημάτων κατά τους τελευταίους μήνας. Κατά την έρευναν εις τας οικίας των ανευρέθησαν κλοπιμαία αξίας 20.000 δολλαρίων. [1348,283,1544,300]
memorial-name: ΜΙΧΑΗΛ ΚΑΖΑΝΤΖΗ [473,299,526,306]
section-body: Εις τον αγαπητόν μας συνάδελφον κ. Δημήτριον Παπαδόπουλον δια την επιτυχίαν του εις τας εξετάσεις του Πανεπιστημίου Θεσσαλονίκης, εκφράζομεν θερμά συγχαρητήρια. [25,275,212,286]
concert-body: Η πρώτη συναυλία της συμφωνικής ορχήστρας της Βορείου Ελλάδος θα δοθή εις το θέατρον της Εταιρείας Μακεδονικών Σπουδών την προσεχή Δευτέραν και ώραν 9ην βραδινήν υπό την διεύθυνσιν του αρχιμουσικού κ. Σ. Καρύδη. Θα παιχθούν έργα των Μπετόβεν, Μότσαρτ και Σούμπερτ. Τα εισιτήρια διατίθενται ήδη εις τα γραφεία της Εταιρείας. [223,220,398,241]
c2-head-concert: Η Συναυλία της συμφωνικής ορχήστρας [243,209,378,219]
c4-head-shows: ΘΕΑΜΑΤΑ [650,59,726,73]
memorial-name: ΑΡΓΥΡΙΟΣ ΜΑΛΕΣΙΔΗΣ [470,333,529,340]
section-heading: Η ΕΣΧΑΤΗ ΤΩΝ ΠΟΙΝΩΝ ΕΣΗΜΗΘΗ ΔΙΑ ΤΟΥΣ ΣΥΡΟΥΣ ΣΤΑΣΙΑΣΤΑΣ [1348,108,1525,126]
cinemas-summer-body: ΑΛΚΑΖΑΡ: «Οι αθάνατοι». ΑΡΓΩ: «Ούτε από μέρα με μάτια». ΑΤΛΑΝΤΙΣ: «Πέτρινος κόσμος». ΔΕΛΦΟΙ: «Λυτροί και τιμωροί». ΕΥΚΛΕΙΔΗΣ: «Όνειρα χαμένα». ΙΡΙΣ: «Ο ταξιδιώτης». ΚΡΟΝΟΣ: «Ο δρόμος της φωτιάς». ΝΕΑΠΟΛΙΣ: «Η μεγάλη στιγμή». ΠΑΝΘΕΟΝ: «Χαρούμενες ημέρες». ΡΙΒΟΛΙ: «Κρυφά όνειρα». ΣΙΝΕΑΚ: «Ζουγκλα». [600,194,776,216]
theatres-label: ΤΑ ΘΕΑΤΡΑ [671,85,705,91]
cinemas-winter-label: Χειμερινοί [675,114,701,121]
radio-station-ges: ΣΤΑΘΜΟΣ Γ.Ε.Σ. [478,128,521,135]
memorial-text: Η σύζυγος, τα τέκνα, οι γαμβροί και οι λοιποί συγγενείς, εις τον Ιερόν Ναόν Αγίου Γεωργίου ώραν 10. [412,340,588,351]
memorial-name: ΝΙΚΟΛΑΟΥ Π. ΧΟΥΡΜΟΥΖΙΑΔΗ [461,280,539,287]
memorials-intro: Τελούντες αύριον Κυριακήν εις τους κάτωθι Ιερούς Ναούς μνημόσυνα υπέρ αναπαύσεως των ψυχών των προσφιλών μας: [412,248,588,259]
memorial-name: ΔΗΜΗΤΡΙΟΣ ΚΑΡΑΜΗΤΣΙΟΣ [464,367,536,373]
veil-photo [223,76,398,167]
region-name: ΚΑΒΑΛΑ [864,366,888,372]
memorial-text: Ο σύζυγος, τα τέκνα και αι αδελφαί, εις τον Ιερόν Ναόν Αγίας Τριάδος ώραν 10.30. [412,325,567,331]
region-name: ΒΕΡΟΙΑ [865,337,887,344]
region-cinemas: ΤΙΤΑΝΙΑ: «Το τελευταίο καραβάνι». [788,434,858,440]
